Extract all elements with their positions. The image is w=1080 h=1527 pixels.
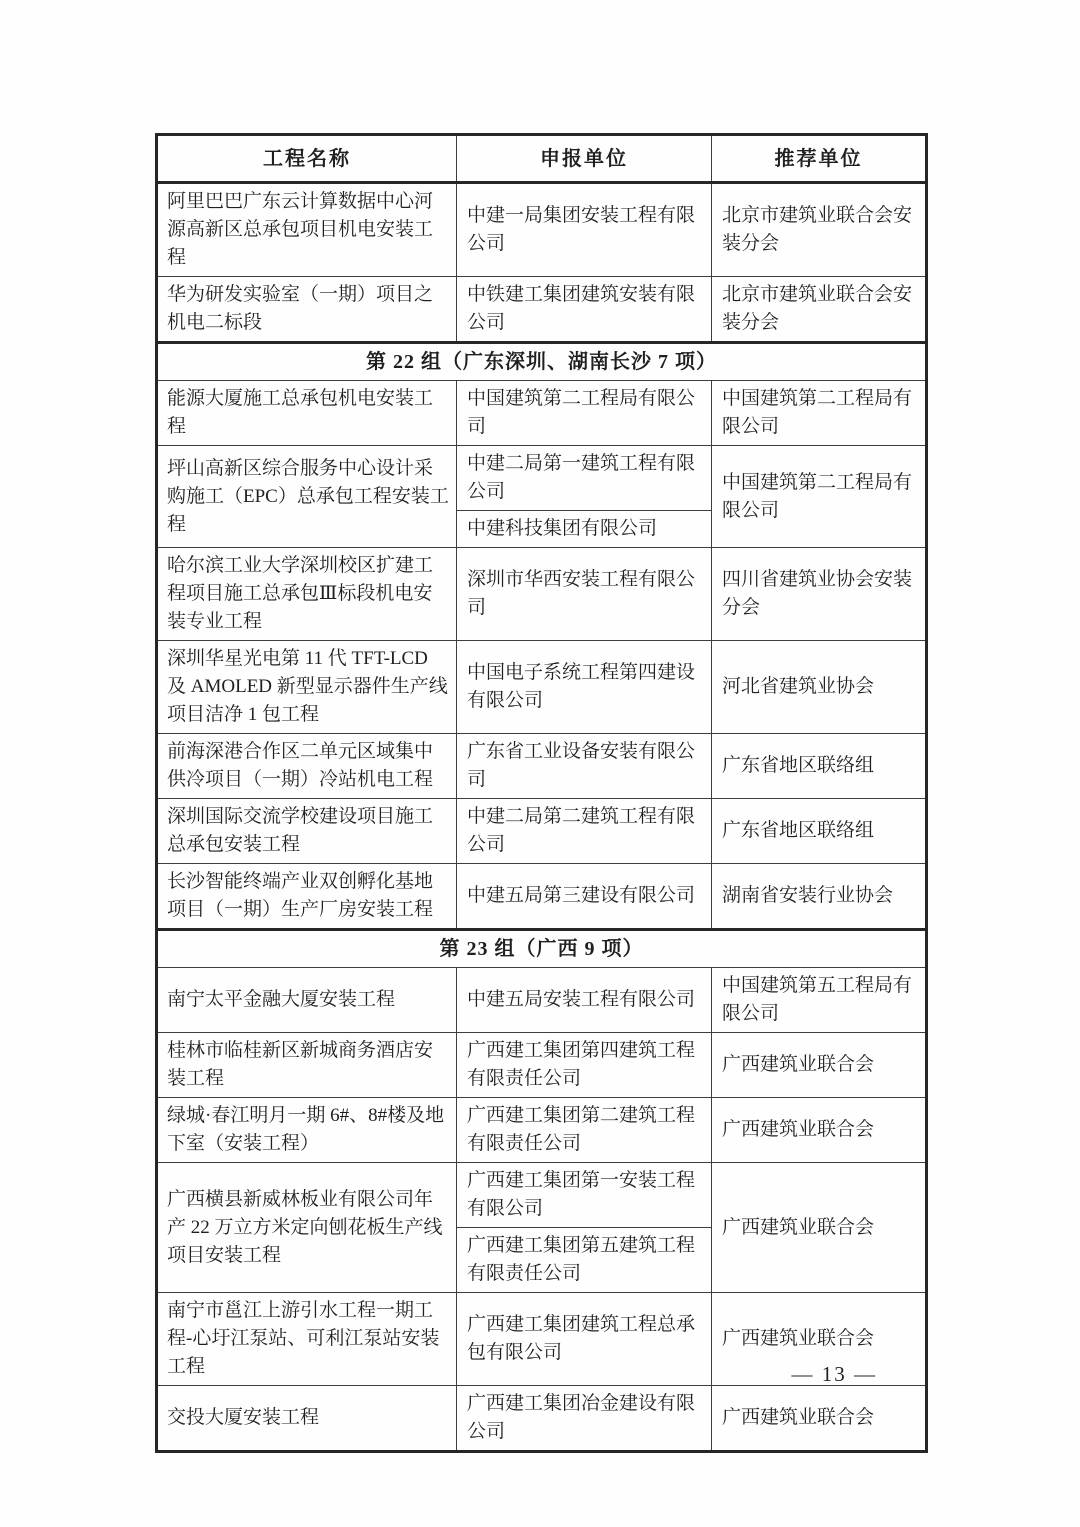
table-row <box>157 641 927 734</box>
recommender-cell: 广西建筑业联合会 <box>712 1293 927 1386</box>
recommender-cell: 广东省地区联络组 <box>712 799 927 864</box>
recommender-cell: 广西建筑业联合会 <box>712 1098 927 1163</box>
group-header-title: 第 22 组（广东深圳、湖南长沙 7 项） <box>157 343 927 381</box>
recommender-cell: 四川省建筑业协会安装分会 <box>712 548 927 641</box>
table-row <box>157 277 927 343</box>
applicant-cell: 广西建工集团第五建筑工程有限责任公司 <box>457 1228 712 1293</box>
project-cell: 南宁太平金融大厦安装工程 <box>157 968 457 1033</box>
project-cell: 阿里巴巴广东云计算数据中心河源高新区总承包项目机电安装工程 <box>157 183 457 277</box>
table-row <box>157 381 927 446</box>
applicant-cell: 中建五局第三建设有限公司 <box>457 864 712 930</box>
project-cell: 交投大厦安装工程 <box>157 1386 457 1452</box>
applicant-cell: 中国建筑第二工程局有限公司 <box>457 381 712 446</box>
applicant-cell: 中建二局第二建筑工程有限公司 <box>457 799 712 864</box>
project-cell: 长沙智能终端产业双创孵化基地项目（一期）生产厂房安装工程 <box>157 864 457 930</box>
recommender-cell: 北京市建筑业联合会安装分会 <box>712 183 927 277</box>
recommender-cell: 北京市建筑业联合会安装分会 <box>712 277 927 343</box>
applicant-cell: 中建科技集团有限公司 <box>457 511 712 548</box>
applicant-cell: 中铁建工集团建筑安装有限公司 <box>457 277 712 343</box>
table-row <box>157 799 927 864</box>
recommender-cell: 中国建筑第五工程局有限公司 <box>712 968 927 1033</box>
recommender-cell: 广西建筑业联合会 <box>712 1163 927 1293</box>
project-cell: 绿城·春江明月一期 6#、8#楼及地下室（安装工程） <box>157 1098 457 1163</box>
project-cell: 桂林市临桂新区新城商务酒店安装工程 <box>157 1033 457 1098</box>
table-row <box>157 1163 927 1228</box>
applicant-cell: 中建一局集团安装工程有限公司 <box>457 183 712 277</box>
applicant-cell: 广西建工集团第二建筑工程有限责任公司 <box>457 1098 712 1163</box>
table-row <box>157 1033 927 1098</box>
table-row <box>157 1098 927 1163</box>
applicant-cell: 中建五局安装工程有限公司 <box>457 968 712 1033</box>
recommender-cell: 河北省建筑业协会 <box>712 641 927 734</box>
recommender-cell: 湖南省安装行业协会 <box>712 864 927 930</box>
project-cell: 华为研发实验室（一期）项目之机电二标段 <box>157 277 457 343</box>
table-row <box>157 968 927 1033</box>
column-header-applicant: 申报单位 <box>457 135 712 183</box>
project-cell: 南宁市邕江上游引水工程一期工程-心圩江泵站、可利江泵站安装工程 <box>157 1293 457 1386</box>
project-cell: 坪山高新区综合服务中心设计采购施工（EPC）总承包工程安装工程 <box>157 446 457 548</box>
group-header-row <box>157 930 927 968</box>
project-cell: 深圳国际交流学校建设项目施工总承包安装工程 <box>157 799 457 864</box>
table-row <box>157 1386 927 1452</box>
applicant-cell: 广西建工集团建筑工程总承包有限公司 <box>457 1293 712 1386</box>
applicant-cell: 中建二局第一建筑工程有限公司 <box>457 446 712 511</box>
project-cell: 哈尔滨工业大学深圳校区扩建工程项目施工总承包Ⅲ标段机电安装专业工程 <box>157 548 457 641</box>
recommender-cell: 广西建筑业联合会 <box>712 1386 927 1452</box>
table-row <box>157 548 927 641</box>
applicant-cell: 深圳市华西安装工程有限公司 <box>457 548 712 641</box>
project-cell: 能源大厦施工总承包机电安装工程 <box>157 381 457 446</box>
page-number: — 13 — <box>791 1362 877 1386</box>
table-header-row <box>157 135 927 183</box>
applicant-cell: 中国电子系统工程第四建设有限公司 <box>457 641 712 734</box>
group-header-row <box>157 343 927 381</box>
applicant-cell: 广西建工集团第四建筑工程有限责任公司 <box>457 1033 712 1098</box>
table-row <box>157 183 927 277</box>
table-row <box>157 734 927 799</box>
project-cell: 深圳华星光电第 11 代 TFT-LCD 及 AMOLED 新型显示器件生产线项目洁净 1 包工程 <box>157 641 457 734</box>
recommender-cell: 广东省地区联络组 <box>712 734 927 799</box>
column-header-recommender: 推荐单位 <box>712 135 927 183</box>
group-header-title: 第 23 组（广西 9 项） <box>157 930 927 968</box>
recommender-cell: 广西建筑业联合会 <box>712 1033 927 1098</box>
project-cell: 广西横县新威林板业有限公司年产 22 万立方米定向刨花板生产线项目安装工程 <box>157 1163 457 1293</box>
applicant-cell: 广西建工集团冶金建设有限公司 <box>457 1386 712 1452</box>
table-row <box>157 446 927 511</box>
recommender-cell: 中国建筑第二工程局有限公司 <box>712 446 927 548</box>
award-project-table <box>155 133 928 1453</box>
project-cell: 前海深港合作区二单元区域集中供冷项目（一期）冷站机电工程 <box>157 734 457 799</box>
recommender-cell: 中国建筑第二工程局有限公司 <box>712 381 927 446</box>
column-header-project: 工程名称 <box>157 135 457 183</box>
applicant-cell: 广东省工业设备安装有限公司 <box>457 734 712 799</box>
applicant-cell: 广西建工集团第一安装工程有限公司 <box>457 1163 712 1228</box>
table-row <box>157 864 927 930</box>
